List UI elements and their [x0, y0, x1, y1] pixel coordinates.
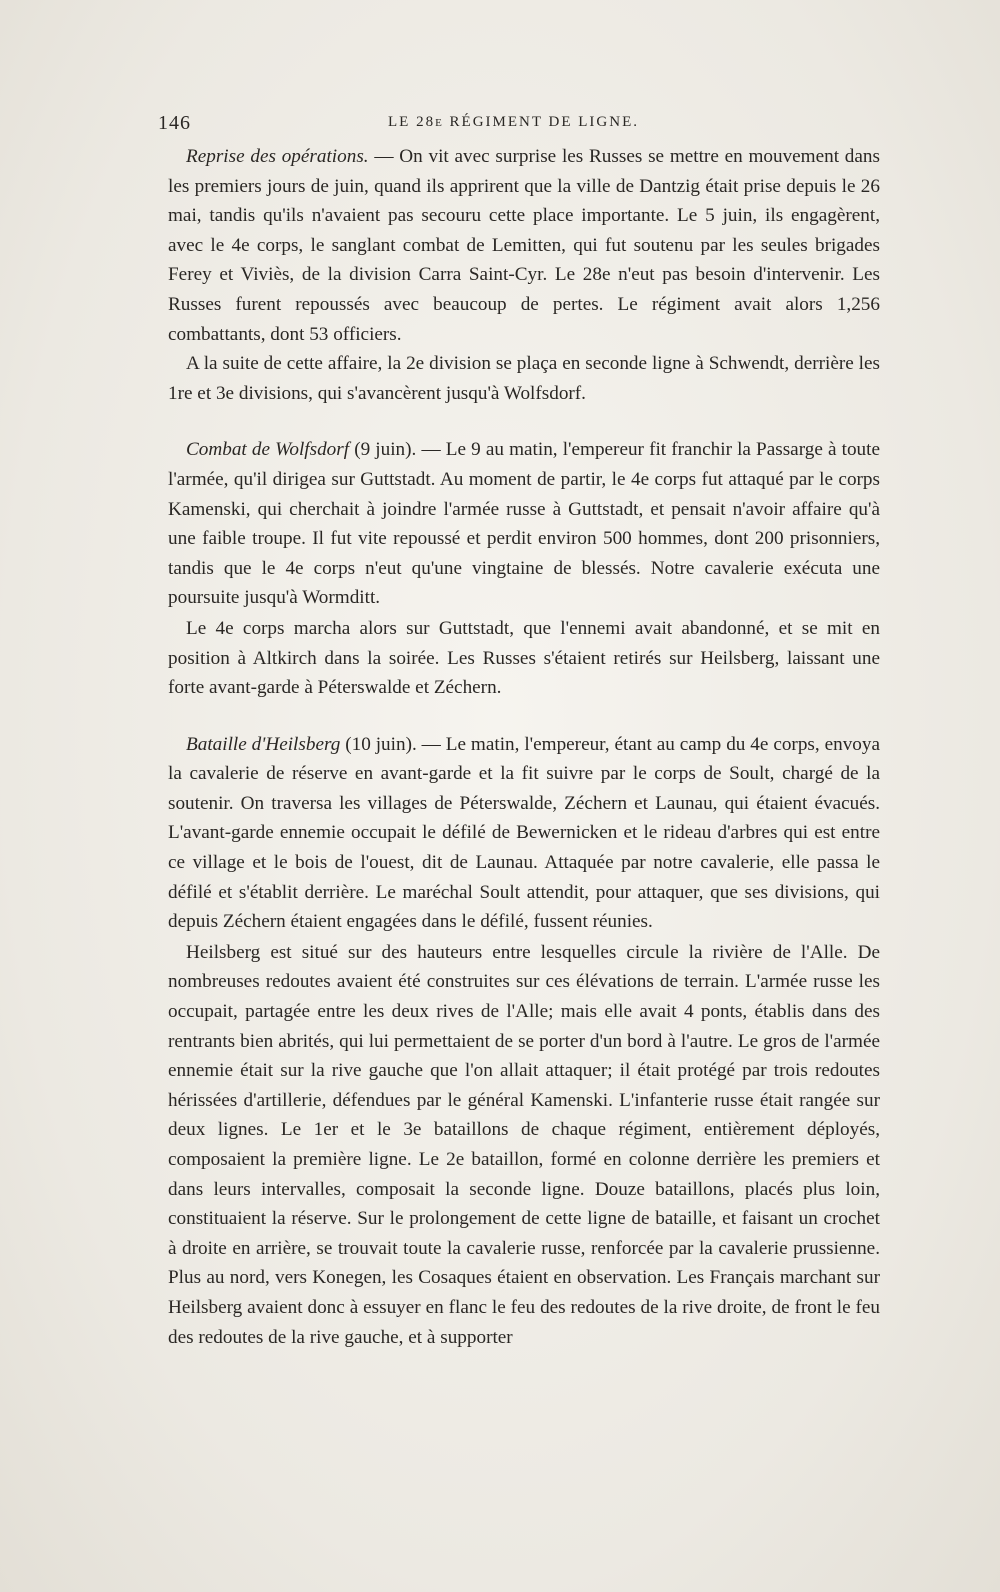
paragraph-altkirch: [168, 614, 880, 703]
paragraph-text: (9 juin). — Le 9 au matin, l'empereur fit franchir la Passarge à toute l'armée, qu'il dirigea sur Guttstadt. Au moment de partir, le 4e corps fut attaqué par le corps Kamenski, qui cherchait à joindre l'armée russe à Guttstadt, et pensait n'avoir affaire qu'à une faible troupe. Il fut vite repoussé et perdit environ 500 hommes, dont 200 prisonniers, tandis que le 4e corps n'eut qu'une vingtaine de blessés. Notre cavalerie exécuta une poursuite jusqu'à Wormditt.: [168, 439, 880, 609]
paragraph-wolfsdorf: [168, 435, 880, 613]
paragraph-text: Heilsberg est situé sur des hauteurs entre lesquelles circule la rivière de l'Alle. De nombreuses redoutes avaient été construites sur ces élévations de terrain. L'armée russe les occupait, partagée entre les deux rives de l'Alle; mais elle avait 4 ponts, établis dans des rentrants bien abrités, qui lui permettaient de se porter d'un bord à l'autre. Le gros de l'armée ennemie était sur la rive gauche que l'on allait attaquer; il était protégé par trois redoutes hérissées d'artillerie, défendues par le général Kamenski. L'infanterie russe était rangée sur deux lignes. Le 1er et le 3e bataillons de chaque régiment, entièrement déployés, composaient la première ligne. Le 2e bataillon, formé en colonne derrière les premiers et dans leurs intervalles, composait la seconde ligne. Douze bataillons, placés plus loin, constituaient la réserve. Sur le prolongement de cette ligne de bataille, et faisant un crochet à droite en arrière, se trouvait toute la cavalerie russe, renforcée par la cavalerie prussienne. Plus au nord, vers Konegen, les Cosaques étaient en observation. Les Français marchant sur Heilsberg avaient donc à essuyer en flanc le feu des redoutes de la rive droite, de front le feu des redoutes de la rive gauche, et à supporter: [168, 941, 880, 1348]
paragraph-text: (10 juin). — Le matin, l'empereur, étant au camp du 4e corps, envoya la cavalerie de réserve en avant-garde et la fit suivre par le corps de Soult, chargé de la soutenir. On traversa les villages de Péterswalde, Zéchern et Launau, qui étaient évacués. L'avant-garde ennemie occupait le défilé de Bewernicken et le rideau d'arbres qui est entre ce village et le bois de l'ouest, dit de Launau. Attaquée par notre cavalerie, elle passa le défilé et s'établit derrière. Le maréchal Soult attendit, pour attaquer, que ses divisions, qui depuis Zéchern étaient engagées dans le défilé, fussent réunies.: [168, 733, 880, 933]
paragraph-text: A la suite de cette affaire, la 2e division se plaça en seconde ligne à Schwendt, derrière les 1re et 3e divisions, qui s'avancèrent jusqu'à Wolfsdorf.: [168, 353, 880, 404]
paragraph-text: Le 4e corps marcha alors sur Guttstadt, que l'ennemi avait abandonné, et se mit en position à Altkirch dans la soirée. Les Russes s'étaient retirés sur Heilsberg, laissant une forte avant-garde à Péterswalde et Zéchern.: [168, 617, 880, 699]
running-head: LE 28e RÉGIMENT DE LIGNE.: [388, 114, 639, 130]
paragraph-heilsberg-position: [168, 938, 880, 1352]
section-heading: Reprise des opérations.: [186, 146, 369, 167]
paragraph-text: — On vit avec surprise les Russes se mettre en mouvement dans les premiers jours de juin, quand ils apprirent que la ville de Dantzig était prise depuis le 26 mai, tandis qu'ils n'avaient pas secouru cette place importante. Le 5 juin, ils engagèrent, avec le 4e corps, le sanglant combat de Lemitten, qui fut soutenu par les seules brigades Ferey et Viviès, de la division Carra Saint-Cyr. Le 28e n'eut pas besoin d'intervenir. Les Russes furent repoussés avec beaucoup de pertes. Le régiment avait alors 1,256 combattants, dont 53 officiers.: [168, 146, 880, 345]
body-text: [168, 142, 880, 1352]
page-number: 146: [158, 112, 191, 134]
paragraph-reprise: [168, 142, 880, 349]
section-heading: Combat de Wolfsdorf: [186, 439, 350, 461]
section-heading: Bataille d'Heilsberg: [186, 733, 341, 755]
page-header: [158, 112, 878, 140]
paragraph-schwendt: [168, 349, 880, 408]
paragraph-heilsberg-battle: [168, 730, 880, 937]
